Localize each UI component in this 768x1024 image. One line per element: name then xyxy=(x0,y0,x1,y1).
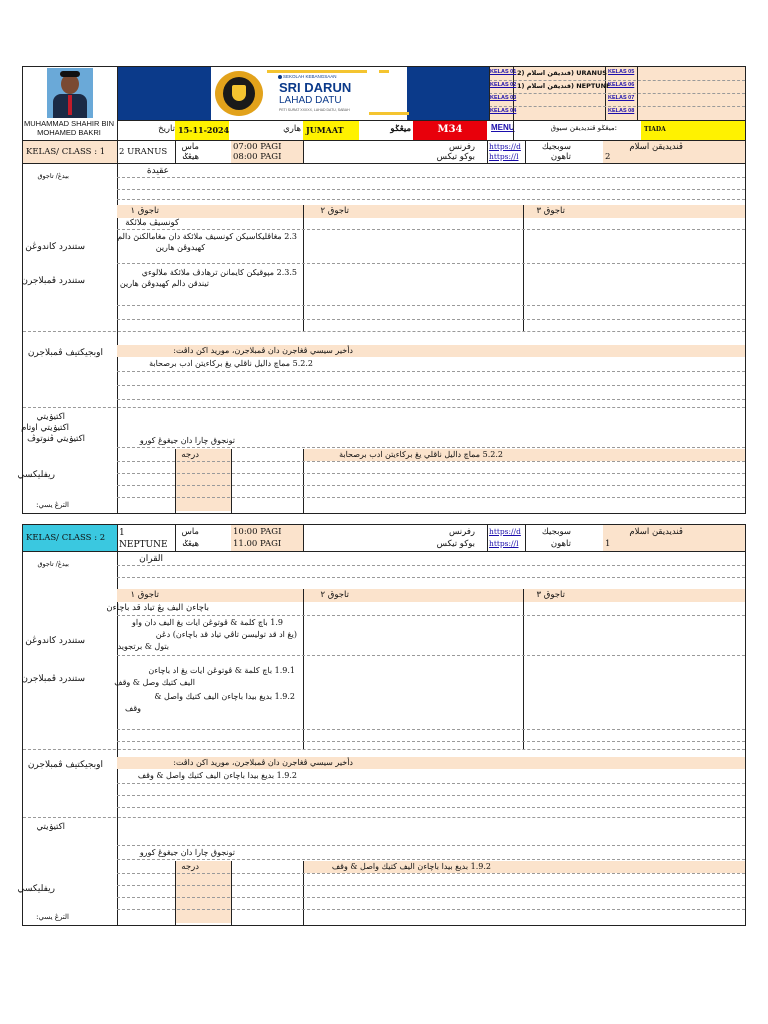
class-1-label: KELAS/ CLASS : 1 xyxy=(26,147,106,157)
class-2-section xyxy=(17,524,746,926)
kelas-04-label[interactable]: KELAS 04 xyxy=(490,108,517,114)
class-1-hingga-label: هيڠݢ xyxy=(182,152,199,162)
class-1-tajuk-3: تاجوق ٣ xyxy=(536,206,565,216)
class-1-tajuk-1-text: كونسيڤ ملائكة xyxy=(125,218,179,228)
day-field[interactable] xyxy=(303,121,359,140)
class-2-sk-text-2: (يڠ اد قد توليسن تاڤي تياد قد باچاءن) دڠن xyxy=(155,630,297,639)
class-2-subjek-cell xyxy=(603,525,745,551)
class-2-hingga-label: هيڠݢ xyxy=(182,539,199,549)
class-1-bidang-label: بيدڠ/ تاجوق xyxy=(37,172,69,180)
kelas-08-label[interactable]: KELAS 08 xyxy=(608,108,635,114)
class-2-catatan-label: الترڠ يسي: xyxy=(36,913,69,921)
cuti-field[interactable] xyxy=(641,121,745,140)
class-2-akt-text: تونجوق چارا دان جيڠوڠ كورو xyxy=(139,848,235,857)
class-1-sp-text-1: 2.3.5 مڽوقيکن کايمانن ترهادڤ ملائكة ملالوءي xyxy=(141,268,297,277)
class-2-tajuk-1: تاجوق ١ xyxy=(130,590,159,600)
class-1-link-1[interactable]: https://d xyxy=(489,142,521,151)
class-2-ref-text: 1.9.2 بديغ بيدا باچاءن اليف كتيك واصل & وقف xyxy=(331,862,491,871)
class-1-obj-text-2: 5.2.2 مماچ داليل ناقلي يڠ بركاءيتن ادب برصحابة xyxy=(149,359,313,368)
tarikh-label: تاريخ xyxy=(158,124,175,134)
class-2-bidang: القران xyxy=(139,554,163,564)
class-2-buku-label: بوكو تيكس xyxy=(436,539,475,549)
class-2-tajuk-1-text: باچاءن اليف يڠ تياد قد باچاءن xyxy=(106,603,209,613)
school-kind: SEKOLAH KEBANGSAAN xyxy=(283,74,337,79)
day-value: JUMAAT xyxy=(306,125,344,135)
header-block xyxy=(22,66,746,142)
hari-label: هاري xyxy=(283,124,301,134)
class-1-subjek: ڤنديديقن اسلام xyxy=(629,142,683,152)
class-1-catatan-label: الترڠ يسي: xyxy=(36,501,69,509)
school-town: LAHAD DATU xyxy=(279,95,342,106)
class-1-tajuk-1: تاجوق ١ xyxy=(130,206,159,216)
class-1-obj-label: اوبجيكتيف ڤمبلاجرن xyxy=(27,348,103,358)
class-2-rujukan-label: رفرنس xyxy=(448,527,475,537)
class-1-ref-darjah: درجه xyxy=(181,450,199,460)
class-1-akt-label-1: اكتيۏيتي xyxy=(36,412,65,422)
class-1-time-cell xyxy=(231,141,303,163)
class-1-akt-label-2: اكتيۏيتي اوتام xyxy=(21,423,69,433)
class-2-sp-label: ستندرد ڤمبلاجرن xyxy=(21,674,85,684)
class-2-sp-text-2: اليف كتيك وصل & وقف xyxy=(114,678,195,687)
date-field[interactable] xyxy=(175,121,229,140)
class-1-name: 2 URANUS xyxy=(119,147,168,157)
class-2-ref-darjah: درجه xyxy=(181,862,199,872)
class-1-ref-text: 5.2.2 مماچ داليل ناقلي يڠ بركاءيتن ادب برصحابة xyxy=(339,450,503,459)
week-field[interactable] xyxy=(413,121,487,140)
class-2-sk-text-1: 1.9 باچ كلمة & ڤوتوڠن ايات يڠ اليف دان واو xyxy=(132,618,283,627)
class-1-rujukan-label: رفرنس xyxy=(448,142,475,152)
minggu-label: ميڠݢو xyxy=(390,124,411,134)
class-2-name: 1 NEPTUNE xyxy=(119,528,168,550)
class-1-tahun-label: تاهون xyxy=(550,152,571,162)
kelas-03-label[interactable]: KELAS 03 xyxy=(490,95,517,101)
class-1-masa: 07:00 PAGI xyxy=(233,142,282,152)
kelas-07-label[interactable]: KELAS 07 xyxy=(608,95,635,101)
kelas-02-value: 1) قنديقن اسلام) NEPTUNE xyxy=(517,82,611,90)
class-1-section xyxy=(17,140,746,514)
menu-link[interactable]: MENU xyxy=(491,123,515,132)
class-2-subjek-label: سوبجيك xyxy=(541,527,571,537)
class-2-sp-text-1: 1.9.1 باچ كلمة & ڤوتوڠن ايات يڠ اد باچاءن xyxy=(148,666,295,675)
class-2-label: KELAS/ CLASS : 2 xyxy=(26,533,106,543)
class-1-masa-label: ماس xyxy=(181,142,199,152)
class-1-akt-label-3: اكتيۏيتي ڤنوتوڤ xyxy=(27,434,85,444)
class-1-subjek-label: سوبجيك xyxy=(541,142,571,152)
class-2-tahun: 1 xyxy=(605,539,611,549)
kelas-05-label[interactable]: KELAS 05 xyxy=(608,69,635,75)
class-2-sp-text-3: 1.9.2 بديغ بيدا باچاءن اليف كتيك واصل & xyxy=(154,692,295,701)
kelas-01-value: 2) قنديقن اسلام) URANUS xyxy=(517,69,607,77)
class-2-hingga: 11.00 PAGI xyxy=(233,539,282,549)
class-2-tajuk-3: تاجوق ٣ xyxy=(536,590,565,600)
class-1-sp-label: ستندرد ڤمبلاجرن xyxy=(21,276,85,286)
class-2-ref-label: ريفليكسي xyxy=(17,884,55,894)
kelas-list xyxy=(489,67,745,120)
class-1-bidang: عقيدة xyxy=(146,166,169,176)
class-2-obj-text-1: دأخير سيسي ڤڠاجرن دان ڤمبلاجرن، موريد اكن داڤت: xyxy=(173,758,353,767)
class-1-obj-text-1: دأخير سيسي ڤڠاجرن دان ڤمبلاجرن، موريد اكن داڤت: xyxy=(173,346,353,355)
kelas-02-label[interactable]: KELAS 02 xyxy=(490,82,517,88)
class-2-subjek: ڤنديديقن اسلام xyxy=(629,527,683,537)
school-address: PETI SURAT XXXXX, LAHAD DATU, SABAH xyxy=(279,108,350,112)
class-1-tajuk-2: تاجوق ٢ xyxy=(320,206,349,216)
class-1-sk-text-1: 2.3 مڠاڤليكاسيكن كونسيڤ ملائكة دان مڠامالكنڽ دالم xyxy=(117,232,297,241)
class-2-sp-text-4: وقف xyxy=(125,704,141,713)
class-2-akt-label-1: اكتيۏيتي xyxy=(36,822,65,832)
class-2-tahun-label: تاهون xyxy=(550,539,571,549)
class-2-obj-text-2: 1.9.2 بديغ بيدا باچاءن اليف كتيك واصل & وقف xyxy=(137,771,297,780)
class-1-sp-text-2: تيندقن دالم كهيدوڤن هارين xyxy=(119,279,209,288)
class-1-ref-label: ريفليكسي xyxy=(17,470,55,480)
class-1-label-cell xyxy=(23,141,117,163)
teacher-name-1: MUHAMMAD SHAHIR BIN xyxy=(24,119,115,128)
class-1-akt-text: تونجوق چارا دان جيڠوڠ كورو xyxy=(139,436,235,445)
class-2-tajuk-2: تاجوق ٢ xyxy=(320,590,349,600)
class-1-buku-label: بوكو تيكس xyxy=(436,152,475,162)
class-2-label-cell xyxy=(23,525,117,551)
class-1-sk-text-2: كهيدوڤن هارين xyxy=(155,243,205,252)
kelas-06-label[interactable]: KELAS 06 xyxy=(608,82,635,88)
class-2-bidang-label: بيدڠ/ تاجوق xyxy=(37,560,69,568)
class-2-link-1[interactable]: https://d xyxy=(489,527,521,536)
week-value: M34 xyxy=(437,124,463,135)
class-2-sk-text-3: بتول & برتجويد xyxy=(117,642,169,651)
class-1-sk-label: ستندرد کاندوڠن xyxy=(25,242,85,252)
class-2-time-cell xyxy=(231,525,303,551)
school-crest-icon xyxy=(223,77,255,110)
class-2-obj-label: اوبجيكتيف ڤمبلاجرن xyxy=(27,760,103,770)
school-name: SRI DARUN xyxy=(279,80,352,95)
class-1-hingga: 08:00 PAGI xyxy=(233,152,282,162)
kelas-01-label[interactable]: KELAS 01 xyxy=(490,69,517,75)
cuti-value: TIADA xyxy=(644,126,666,133)
class-1-tahun: 2 xyxy=(605,152,611,162)
cuti-label: :ميڠݢو قنديديقن سيوق xyxy=(550,124,617,132)
school-banner xyxy=(117,67,489,120)
teacher-name-2: MOHAMED BAKRI xyxy=(37,128,101,137)
class-2-sk-label: ستندرد کاندوڠن xyxy=(25,636,85,646)
class-2-masa: 10:00 PAGI xyxy=(233,527,282,537)
date-value: 15-11-2024 xyxy=(178,125,229,135)
class-1-link-2[interactable]: https://l xyxy=(489,152,519,161)
class-2-masa-label: ماس xyxy=(181,527,199,537)
class-1-subjek-cell xyxy=(603,141,745,163)
teacher-photo xyxy=(47,68,93,118)
class-2-link-2[interactable]: https://l xyxy=(489,539,519,548)
